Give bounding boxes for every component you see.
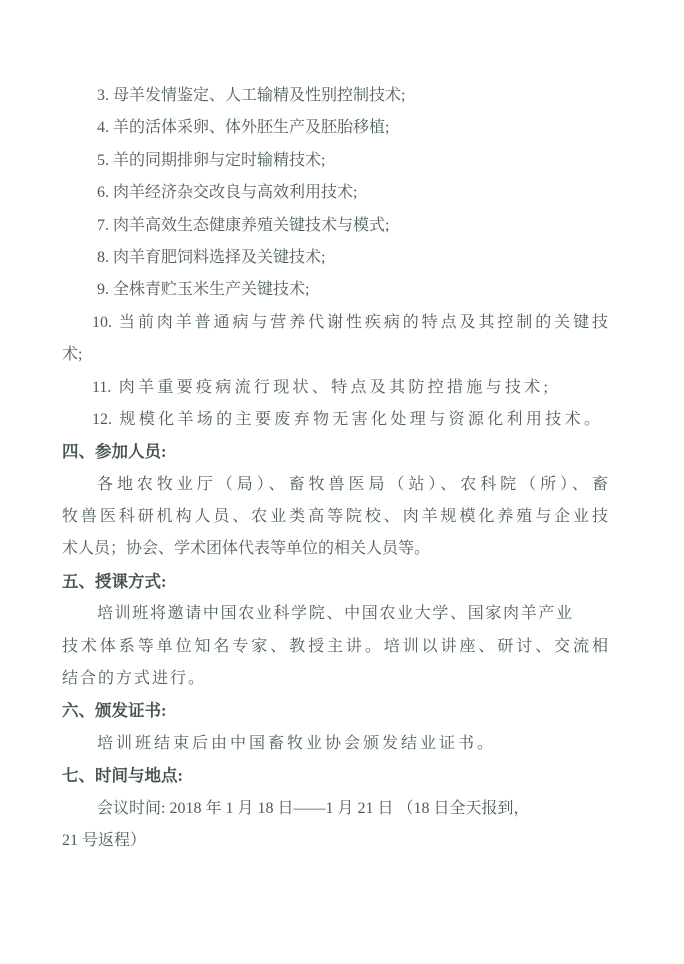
course-item-6: 6. 肉羊经济杂交改良与高效利用技术; [97,184,358,202]
course-item-10: 10. 当前肉羊普通病与营养代谢性疾病的特点及其控制的关键技 [92,313,608,331]
certificate-paragraph-line: 培训班结束后由中国畜牧业协会颁发结业证书。 [97,734,497,752]
course-item-11: 11. 肉羊重要疫病流行现状、特点及其防控措施与技术; [92,378,548,396]
teaching-method-paragraph-line: 技术体系等单位知名专家、教授主讲。培训以讲座、研讨、交流相 [62,637,608,655]
section-heading-time-location: 七、时间与地点: [62,766,183,786]
course-item-7: 7. 肉羊高效生态健康养殖关键技术与模式; [97,216,390,234]
teaching-method-paragraph-line: 培训班将邀请中国农业科学院、中国农业大学、国家肉羊产业 [97,605,572,623]
course-item-4: 4. 羊的活体采卵、体外胚生产及胚胎移植; [97,119,390,137]
teaching-method-paragraph-line: 结合的方式进行。 [62,670,207,688]
course-item-5: 5. 羊的同期排卵与定时输精技术; [97,151,326,169]
participants-paragraph-line: 术人员；协会、学术团体代表等单位的相关人员等。 [62,540,431,558]
course-item-8: 8. 肉羊育肥饲料选择及关键技术; [97,248,326,266]
meeting-time-line: 会议时间: 2018 年 1 月 18 日——1 月 21 日 （18 日全天报到， [97,799,530,817]
course-item-3: 3. 母羊发情鉴定、人工输精及性别控制技术; [97,87,406,104]
meeting-time-line: 21 号返程） [62,831,147,849]
section-heading-teaching-method: 五、授课方式: [62,571,167,591]
participants-paragraph-line: 各地农牧业厅（局）、畜牧兽医局（站）、农科院（所）、畜 [97,475,608,493]
section-heading-certificate: 六、颁发证书: [62,701,167,721]
course-item-10-continuation: 术; [62,346,83,364]
course-item-12: 12. 规模化羊场的主要废弃物无害化处理与资源化利用技术。 [92,410,600,428]
section-heading-participants: 四、参加人员: [62,442,167,462]
participants-paragraph-line: 牧兽医科研机构人员、农业类高等院校、肉羊规模化养殖与企业技 [62,508,608,526]
course-item-9: 9. 全株青贮玉米生产关键技术; [97,281,310,299]
